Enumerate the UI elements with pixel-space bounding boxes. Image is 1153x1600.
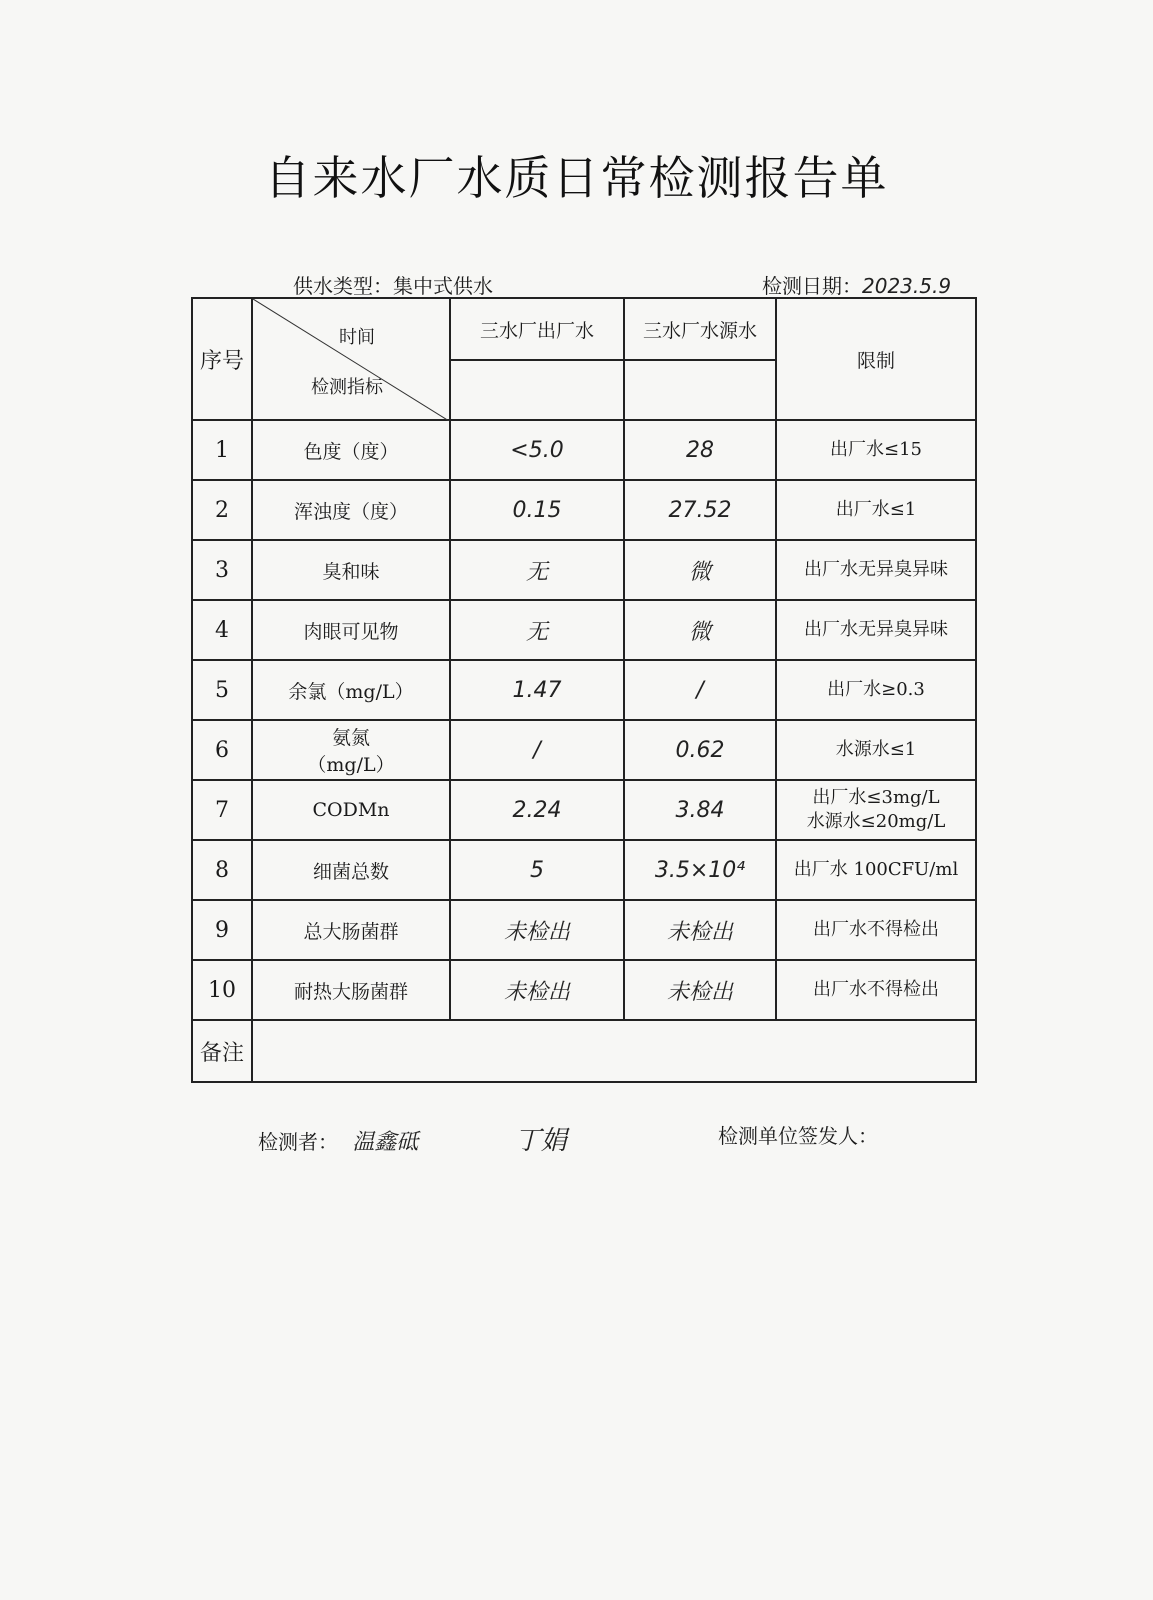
row-limit: 出厂水无异臭异味 xyxy=(776,540,976,600)
row-outflow-value: 5 xyxy=(450,840,624,900)
supply-type-label: 供水类型： xyxy=(293,274,393,298)
row-limit: 出厂水≤15 xyxy=(776,420,976,480)
row-limit: 出厂水≥0.3 xyxy=(776,660,976,720)
row-source-value: 未检出 xyxy=(624,900,776,960)
row-item: 细菌总数 xyxy=(252,840,450,900)
row-limit: 出厂水≤1 xyxy=(776,480,976,540)
row-seq: 9 xyxy=(192,900,252,960)
row-limit: 出厂水 100CFU/ml xyxy=(776,840,976,900)
supply-type xyxy=(293,270,493,299)
row-limit: 水源水≤1 xyxy=(776,720,976,780)
row-seq: 1 xyxy=(192,420,252,480)
row-source-value: 28 xyxy=(624,420,776,480)
row-outflow-value: 无 xyxy=(450,540,624,600)
table-row xyxy=(192,600,976,660)
test-date xyxy=(762,270,951,299)
row-seq: 7 xyxy=(192,780,252,840)
row-seq: 6 xyxy=(192,720,252,780)
issuer xyxy=(718,1120,878,1149)
row-seq: 8 xyxy=(192,840,252,900)
row-outflow-value: 无 xyxy=(450,600,624,660)
row-item: 耐热大肠菌群 xyxy=(252,960,450,1020)
row-item: 色度（度） xyxy=(252,420,450,480)
row-outflow-value: 未检出 xyxy=(450,900,624,960)
issuer-label: 检测单位签发人： xyxy=(718,1124,878,1148)
row-seq: 10 xyxy=(192,960,252,1020)
row-source-value: 未检出 xyxy=(624,960,776,1020)
table-row xyxy=(192,720,976,780)
col-outflow-header: 三水厂出厂水 xyxy=(450,298,624,360)
table-row xyxy=(192,420,976,480)
table-row xyxy=(192,540,976,600)
test-date-value: 2023.5.9 xyxy=(862,274,952,298)
row-outflow-value: 0.15 xyxy=(450,480,624,540)
row-outflow-value: 2.24 xyxy=(450,780,624,840)
col-source-header: 三水厂水源水 xyxy=(624,298,776,360)
row-source-value: 0.62 xyxy=(624,720,776,780)
report-title: 自来水厂水质日常检测报告单 xyxy=(264,151,889,205)
row-source-value: 3.84 xyxy=(624,780,776,840)
indicator-header: 检测指标 xyxy=(311,377,383,398)
report-table xyxy=(191,297,977,1083)
remarks-label: 备注 xyxy=(192,1020,252,1082)
row-item: 总大肠菌群 xyxy=(252,900,450,960)
row-item: 臭和味 xyxy=(252,540,450,600)
inspector-signature-1: 温鑫砥 xyxy=(352,1130,419,1155)
table-row xyxy=(192,660,976,720)
diagonal-line xyxy=(253,299,449,421)
seq-header: 序号 xyxy=(192,298,252,420)
row-limit: 出厂水≤3mg/L 水源水≤20mg/L xyxy=(776,780,976,840)
row-seq: 2 xyxy=(192,480,252,540)
table-row xyxy=(192,780,976,840)
col-limit-header: 限制 xyxy=(776,298,976,420)
inspector-signature-2: 丁娟 xyxy=(514,1126,567,1156)
row-seq: 3 xyxy=(192,540,252,600)
row-seq: 5 xyxy=(192,660,252,720)
row-item: 氨氮 （mg/L） xyxy=(252,720,450,780)
table-row xyxy=(192,840,976,900)
row-source-value: 微 xyxy=(624,600,776,660)
table-row xyxy=(192,960,976,1020)
row-outflow-value: 未检出 xyxy=(450,960,624,1020)
supply-type-value: 集中式供水 xyxy=(393,274,493,298)
inspector xyxy=(258,1120,567,1157)
row-outflow-value: 1.47 xyxy=(450,660,624,720)
inspector-label: 检测者： xyxy=(258,1130,338,1154)
row-source-value: 微 xyxy=(624,540,776,600)
row-item: 肉眼可见物 xyxy=(252,600,450,660)
row-item: 余氯（mg/L） xyxy=(252,660,450,720)
table-row xyxy=(192,480,976,540)
row-limit: 出厂水无异臭异味 xyxy=(776,600,976,660)
remarks-value xyxy=(252,1020,976,1082)
test-date-label: 检测日期： xyxy=(762,274,862,298)
row-limit: 出厂水不得检出 xyxy=(776,960,976,1020)
row-source-value: 27.52 xyxy=(624,480,776,540)
col-outflow-sub xyxy=(450,360,624,420)
row-item: CODMn xyxy=(252,780,450,840)
row-source-value: / xyxy=(624,660,776,720)
row-outflow-value: <5.0 xyxy=(450,420,624,480)
row-item: 浑浊度（度） xyxy=(252,480,450,540)
col-source-sub xyxy=(624,360,776,420)
diagonal-header-cell xyxy=(252,298,450,420)
row-limit: 出厂水不得检出 xyxy=(776,900,976,960)
row-outflow-value: / xyxy=(450,720,624,780)
time-header: 时间 xyxy=(339,327,375,348)
table-row xyxy=(192,900,976,960)
row-seq: 4 xyxy=(192,600,252,660)
row-source-value: 3.5×10⁴ xyxy=(624,840,776,900)
